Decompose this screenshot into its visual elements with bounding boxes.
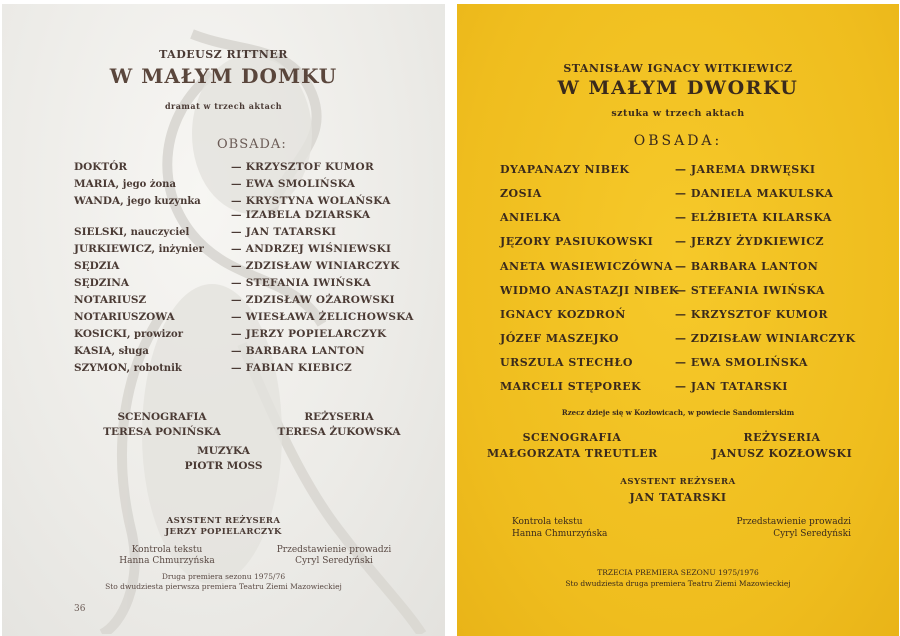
- cast-role: JĘZORY PASIUKOWSKI: [500, 235, 654, 248]
- cast-role: URSZULA STECHŁO: [500, 356, 633, 369]
- cast-actor: — EWA SMOLIŃSKA: [675, 356, 808, 369]
- cast-actor: — JAN TATARSKI: [231, 226, 337, 238]
- premiere-note: [457, 567, 899, 589]
- cast-role: DYAPANAZY NIBEK: [500, 163, 630, 176]
- direction-label: REŻYSERIA: [743, 431, 821, 444]
- premiere-line-2: Sto dwudziesta druga premiera Teatru Ziemi Mazowieckiej: [565, 579, 791, 588]
- music-credit: [2, 444, 445, 474]
- left-program-page: [2, 4, 445, 636]
- cast-actor: — JERZY ŻYDKIEWICZ: [675, 235, 825, 248]
- text-control-label: Kontrola tekstu: [131, 545, 203, 555]
- cast-actor: — KRYSTYNA WOLAŃSKA: [231, 195, 391, 207]
- cast-actor: — ZDZISŁAW OŻAROWSKI: [231, 294, 395, 306]
- scenography-label: SCENOGRAFIA: [117, 411, 207, 423]
- cast-actor: — ANDRZEJ WIŚNIEWSKI: [231, 243, 392, 255]
- cast-role: SZYMON, robotnik: [74, 362, 182, 374]
- scenography-name: TERESA PONIŃSKA: [103, 426, 221, 438]
- direction-credit: [264, 410, 414, 440]
- play-author: TADEUSZ RITTNER: [159, 48, 288, 61]
- assistant-director-credit: [2, 516, 445, 538]
- direction-name: JANUSZ KOZŁOWSKI: [711, 447, 853, 460]
- cast-role: MARIA, jego żona: [74, 178, 176, 190]
- cast-role: JÓZEF MASZEJKO: [500, 332, 619, 345]
- assistant-director-name: JERZY POPIELARCZYK: [165, 527, 282, 537]
- cast-actor: — JERZY POPIELARCZYK: [231, 328, 387, 340]
- cast-actor: — JAN TATARSKI: [675, 380, 788, 393]
- premiere-line-2: Sto dwudziesta pierwsza premiera Teatru Ziemi Mazowieckiej: [105, 582, 342, 591]
- stage-manager-credit: [264, 545, 404, 567]
- cast-role: KOSICKI, prowizor: [74, 328, 183, 340]
- cast-role: SĘDZIA: [74, 260, 120, 272]
- text-control-name: Hanna Chmurzyńska: [512, 529, 608, 539]
- direction-label: REŻYSERIA: [304, 411, 374, 423]
- cast-role: MARCELI STĘPOREK: [500, 380, 642, 393]
- cast-actor: — BARBARA LANTON: [231, 345, 365, 357]
- cast-role: SIELSKI, nauczyciel: [74, 226, 190, 238]
- cast-role: KASIA, sługa: [74, 345, 149, 357]
- cast-actor: — ZDZISŁAW WINIARCZYK: [231, 260, 400, 272]
- cast-actor: — WIESŁAWA ŻELICHOWSKA: [231, 311, 414, 323]
- play-title: W MAŁYM DOMKU: [109, 64, 338, 88]
- music-name: PIOTR MOSS: [184, 460, 263, 472]
- assistant-director-name: JAN TATARSKI: [629, 491, 727, 504]
- stage-manager-name: Cyryl Seredyński: [295, 556, 373, 566]
- stage-manager-label: Przedstawienie prowadzi: [736, 517, 851, 527]
- cast-role: WANDA, jego kuzynka: [74, 195, 201, 207]
- cast-actor: — BARBARA LANTON: [675, 260, 819, 273]
- assistant-director-credit: [457, 474, 899, 506]
- premiere-line-1: Druga premiera sezonu 1975/76: [161, 572, 286, 581]
- cast-role: JURKIEWICZ, inżynier: [74, 243, 204, 255]
- cast-role: ANETA WASIEWICZÓWNA: [500, 260, 673, 273]
- text-control-credit: [512, 516, 607, 540]
- cast-role: NOTARIUSZOWA: [74, 311, 175, 323]
- cast-actor: — IZABELA DZIARSKA: [231, 209, 371, 221]
- cast-role: WIDMO ANASTAZJI NIBEK: [500, 284, 679, 297]
- cast-actor: — ELŻBIETA KILARSKA: [675, 211, 832, 224]
- cast-actor: — FABIAN KIEBICZ: [231, 362, 352, 374]
- right-program-page: [457, 4, 899, 636]
- setting-note: Rzecz dzieje się w Kozłowicach, w powiecie Sandomierskim: [561, 408, 795, 417]
- cast-role: ANIELKA: [500, 211, 562, 224]
- play-title: W MAŁYM DWORKU: [557, 77, 799, 99]
- music-label: MUZYKA: [197, 445, 250, 457]
- cast-actor: — EWA SMOLIŃSKA: [231, 178, 356, 190]
- direction-name: TERESA ŻUKOWSKA: [277, 426, 401, 438]
- assistant-director-label: ASYSTENT REŻYSERA: [620, 477, 736, 487]
- assistant-director-label: ASYSTENT REŻYSERA: [166, 516, 281, 526]
- scenography-credit: [487, 430, 657, 462]
- stage-manager-label: Przedstawienie prowadzi: [276, 545, 392, 555]
- stage-manager-name: Cyryl Seredyński: [773, 529, 851, 539]
- scenography-name: MAŁGORZATA TREUTLER: [487, 447, 658, 460]
- cast-role: IGNACY KOZDROŃ: [500, 308, 626, 321]
- cast-actor: — JAREMA DRWĘSKI: [675, 163, 816, 176]
- cast-role: ZOSIA: [500, 187, 542, 200]
- play-subtitle: sztuka w trzech aktach: [611, 108, 745, 119]
- stage-manager-credit: [733, 516, 851, 540]
- direction-credit: [707, 430, 857, 462]
- cast-role: DOKTÓR: [74, 161, 128, 173]
- text-control-name: Hanna Chmurzyńska: [119, 556, 215, 566]
- text-control-label: Kontrola tekstu: [512, 517, 583, 527]
- scenography-label: SCENOGRAFIA: [522, 431, 622, 444]
- premiere-note: [2, 572, 445, 592]
- cast-actor: — DANIELA MAKULSKA: [675, 187, 834, 200]
- scenography-credit: [92, 410, 232, 440]
- cast-actor: — KRZYSZTOF KUMOR: [675, 308, 828, 321]
- cast-role: NOTARIUSZ: [74, 294, 147, 306]
- play-subtitle: dramat w trzech aktach: [164, 101, 283, 111]
- text-control-credit: [102, 545, 232, 567]
- cast-actor: — ZDZISŁAW WINIARCZYK: [675, 332, 856, 345]
- cast-actor: — STEFANIA IWIŃSKA: [675, 284, 825, 297]
- page-number: 36: [74, 604, 86, 614]
- play-author: STANISŁAW IGNACY WITKIEWICZ: [563, 62, 793, 75]
- cast-actor: — KRZYSZTOF KUMOR: [231, 161, 374, 173]
- cast-actor: — STEFANIA IWIŃSKA: [231, 277, 371, 289]
- cast-heading: OBSADA:: [217, 137, 287, 152]
- premiere-line-1: TRZECIA PREMIERA SEZONU 1975/1976: [597, 568, 759, 577]
- cast-heading: OBSADA:: [633, 133, 723, 149]
- cast-role: SĘDZINA: [74, 277, 130, 289]
